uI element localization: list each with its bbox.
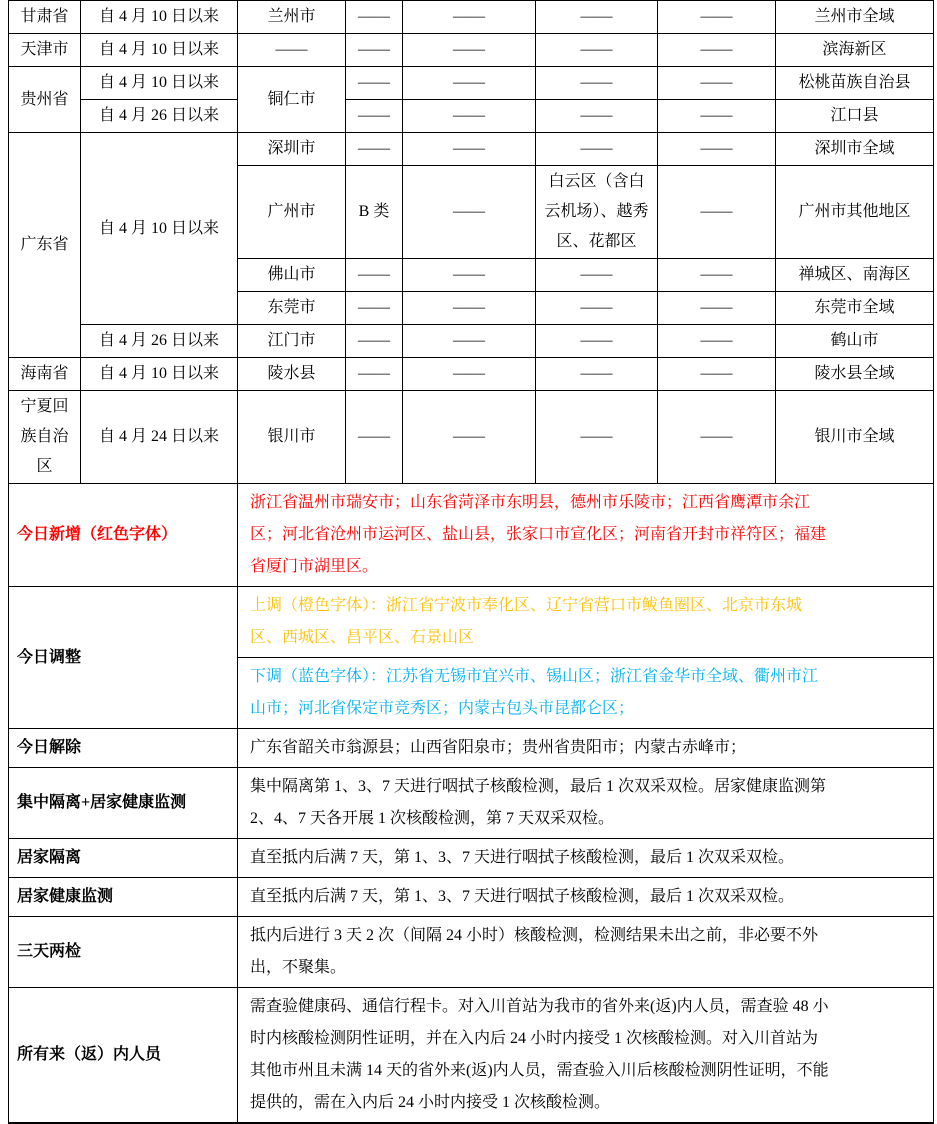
category-cell: B 类 — [346, 166, 403, 259]
region-row-guizhou-2 — [9, 100, 934, 133]
policy-content-adjusted-up: 上调（橙色字体）：浙江省宁波市奉化区、辽宁省营口市鲅鱼圈区、北京市东城区、西城区、昌平区、石景山区 — [238, 587, 934, 658]
region-row-tianjin — [9, 34, 934, 67]
dash-cell: —— — [403, 292, 536, 325]
policy-content-adjusted-down: 下调（蓝色字体）：江苏省无锡市宜兴市、锡山区；浙江省金华市全域、衢州市江山市；河北省保定市竞秀区；内蒙古包头市昆都仑区； — [238, 658, 934, 729]
area-cell: 广州市其他地区 — [776, 166, 934, 259]
city-cell: 广州市 — [238, 166, 346, 259]
policy-label-new-today: 今日新增（红色字体） — [9, 484, 238, 587]
date-cell: 自 4 月 26 日以来 — [81, 325, 238, 358]
dash-cell: —— — [536, 292, 658, 325]
dash-cell: —— — [658, 166, 776, 259]
city-cell: 银川市 — [238, 391, 346, 484]
city-cell: 陵水县 — [238, 358, 346, 391]
dash-cell: —— — [536, 34, 658, 67]
dash-cell: —— — [346, 67, 403, 100]
dash-cell: —— — [658, 34, 776, 67]
policy-content-new-today: 浙江省温州市瑞安市；山东省菏泽市东明县，德州市乐陵市；江西省鹰潭市余江区；河北省沧州市运河区、盐山县，张家口市宣化区；河南省开封市祥符区；福建省厦门市湖里区。 — [238, 484, 934, 587]
dash-cell: —— — [536, 1, 658, 34]
policy-row-home-monitoring — [9, 878, 934, 917]
province-cell: 海南省 — [9, 358, 81, 391]
area-cell: 东莞市全域 — [776, 292, 934, 325]
dash-cell: —— — [346, 325, 403, 358]
dash-cell: —— — [403, 166, 536, 259]
area-cell: 江口县 — [776, 100, 934, 133]
dash-cell: —— — [346, 358, 403, 391]
region-row-guizhou-1 — [9, 67, 934, 100]
date-cell: 自 4 月 10 日以来 — [81, 67, 238, 100]
date-cell: 自 4 月 10 日以来 — [81, 133, 238, 325]
city-cell: —— — [238, 34, 346, 67]
policy-content-home-quarantine: 直至抵内后满 7 天，第 1、3、7 天进行咽拭子核酸检测，最后 1 次双采双检。 — [238, 839, 934, 878]
dash-cell: —— — [346, 1, 403, 34]
city-cell: 深圳市 — [238, 133, 346, 166]
policy-label-three-days-two-tests: 三天两检 — [9, 917, 238, 988]
date-cell: 自 4 月 10 日以来 — [81, 34, 238, 67]
dash-cell: —— — [403, 100, 536, 133]
area-cell: 鹤山市 — [776, 325, 934, 358]
area-cell: 兰州市全域 — [776, 1, 934, 34]
dash-cell: —— — [658, 292, 776, 325]
dash-cell: —— — [346, 100, 403, 133]
policy-label-adjusted-today: 今日调整 — [9, 587, 238, 729]
dash-cell: —— — [403, 391, 536, 484]
dash-cell: —— — [536, 358, 658, 391]
city-cell: 铜仁市 — [238, 67, 346, 133]
policy-row-home-quarantine — [9, 839, 934, 878]
dash-cell: —— — [403, 358, 536, 391]
dash-cell: —— — [536, 325, 658, 358]
city-cell: 江门市 — [238, 325, 346, 358]
policy-row-central-quarantine — [9, 768, 934, 839]
dash-cell: —— — [403, 259, 536, 292]
policy-content-three-days-two-tests: 抵内后进行 3 天 2 次（间隔 24 小时）核酸检测，检测结果未出之前，非必要不外出，不聚集。 — [238, 917, 934, 988]
city-cell: 兰州市 — [238, 1, 346, 34]
dash-cell: —— — [403, 1, 536, 34]
province-cell: 广东省 — [9, 133, 81, 358]
dash-cell: —— — [658, 67, 776, 100]
area-cell: 深圳市全域 — [776, 133, 934, 166]
date-cell: 自 4 月 10 日以来 — [81, 1, 238, 34]
province-cell: 宁夏回族自治区 — [9, 391, 81, 484]
dash-cell: —— — [658, 259, 776, 292]
dash-cell: —— — [536, 100, 658, 133]
dash-cell: —— — [346, 292, 403, 325]
dash-cell: —— — [658, 133, 776, 166]
area-cell: 滨海新区 — [776, 34, 934, 67]
policy-label-home-quarantine: 居家隔离 — [9, 839, 238, 878]
city-cell: 佛山市 — [238, 259, 346, 292]
area-cell: 陵水县全域 — [776, 358, 934, 391]
dash-cell: —— — [658, 391, 776, 484]
province-cell: 贵州省 — [9, 67, 81, 133]
policy-content-all-arrivals: 需查验健康码、通信行程卡。对入川首站为我市的省外来(返)内人员，需查验 48 小时内核酸检测阴性证明，并在入内后 24 小时内接受 1 次核酸检测。对入川首站为其他市州且未满 14 天的省外来(返)内人员，需查验入川后核酸检测阴性证明，不能提供的，需在入内后 24 小时内接受 1 次核酸检测。 — [238, 988, 934, 1124]
region-row-guangdong-shenzhen — [9, 133, 934, 166]
policy-row-all-arrivals — [9, 988, 934, 1124]
dash-cell: —— — [536, 133, 658, 166]
date-cell: 自 4 月 10 日以来 — [81, 358, 238, 391]
dash-cell: —— — [346, 259, 403, 292]
city-cell: 东莞市 — [238, 292, 346, 325]
zones-cell: 白云区（含白云机场）、越秀区、花都区 — [536, 166, 658, 259]
dash-cell: —— — [658, 325, 776, 358]
province-cell: 甘肃省 — [9, 1, 81, 34]
policy-label-all-arrivals: 所有来（返）内人员 — [9, 988, 238, 1124]
policy-label-central-quarantine: 集中隔离+居家健康监测 — [9, 768, 238, 839]
dash-cell: —— — [658, 100, 776, 133]
covid-policy-table — [8, 0, 934, 1124]
policy-label-home-monitoring: 居家健康监测 — [9, 878, 238, 917]
dash-cell: —— — [346, 391, 403, 484]
policy-row-three-days-two-tests — [9, 917, 934, 988]
region-row-hainan — [9, 358, 934, 391]
dash-cell: —— — [536, 391, 658, 484]
area-cell: 松桃苗族自治县 — [776, 67, 934, 100]
policy-label-released-today: 今日解除 — [9, 729, 238, 768]
area-cell: 银川市全域 — [776, 391, 934, 484]
policy-row-new-today — [9, 484, 934, 587]
policy-row-adjusted-up — [9, 587, 934, 658]
policy-row-released-today — [9, 729, 934, 768]
dash-cell: —— — [403, 34, 536, 67]
dash-cell: —— — [346, 34, 403, 67]
dash-cell: —— — [403, 67, 536, 100]
dash-cell: —— — [536, 259, 658, 292]
area-cell: 禅城区、南海区 — [776, 259, 934, 292]
dash-cell: —— — [536, 67, 658, 100]
policy-content-home-monitoring: 直至抵内后满 7 天，第 1、3、7 天进行咽拭子核酸检测，最后 1 次双采双检。 — [238, 878, 934, 917]
region-row-ningxia — [9, 391, 934, 484]
dash-cell: —— — [658, 1, 776, 34]
dash-cell: —— — [403, 325, 536, 358]
province-cell: 天津市 — [9, 34, 81, 67]
date-cell: 自 4 月 26 日以来 — [81, 100, 238, 133]
policy-content-released-today: 广东省韶关市翁源县；山西省阳泉市；贵州省贵阳市；内蒙古赤峰市； — [238, 729, 934, 768]
date-cell: 自 4 月 24 日以来 — [81, 391, 238, 484]
policy-content-central-quarantine: 集中隔离第 1、3、7 天进行咽拭子核酸检测，最后 1 次双采双检。居家健康监测第 2、4、7 天各开展 1 次核酸检测，第 7 天双采双检。 — [238, 768, 934, 839]
dash-cell: —— — [346, 133, 403, 166]
region-row-guangdong-jiangmen — [9, 325, 934, 358]
dash-cell: —— — [403, 133, 536, 166]
dash-cell: —— — [658, 358, 776, 391]
region-row-gansu — [9, 1, 934, 34]
